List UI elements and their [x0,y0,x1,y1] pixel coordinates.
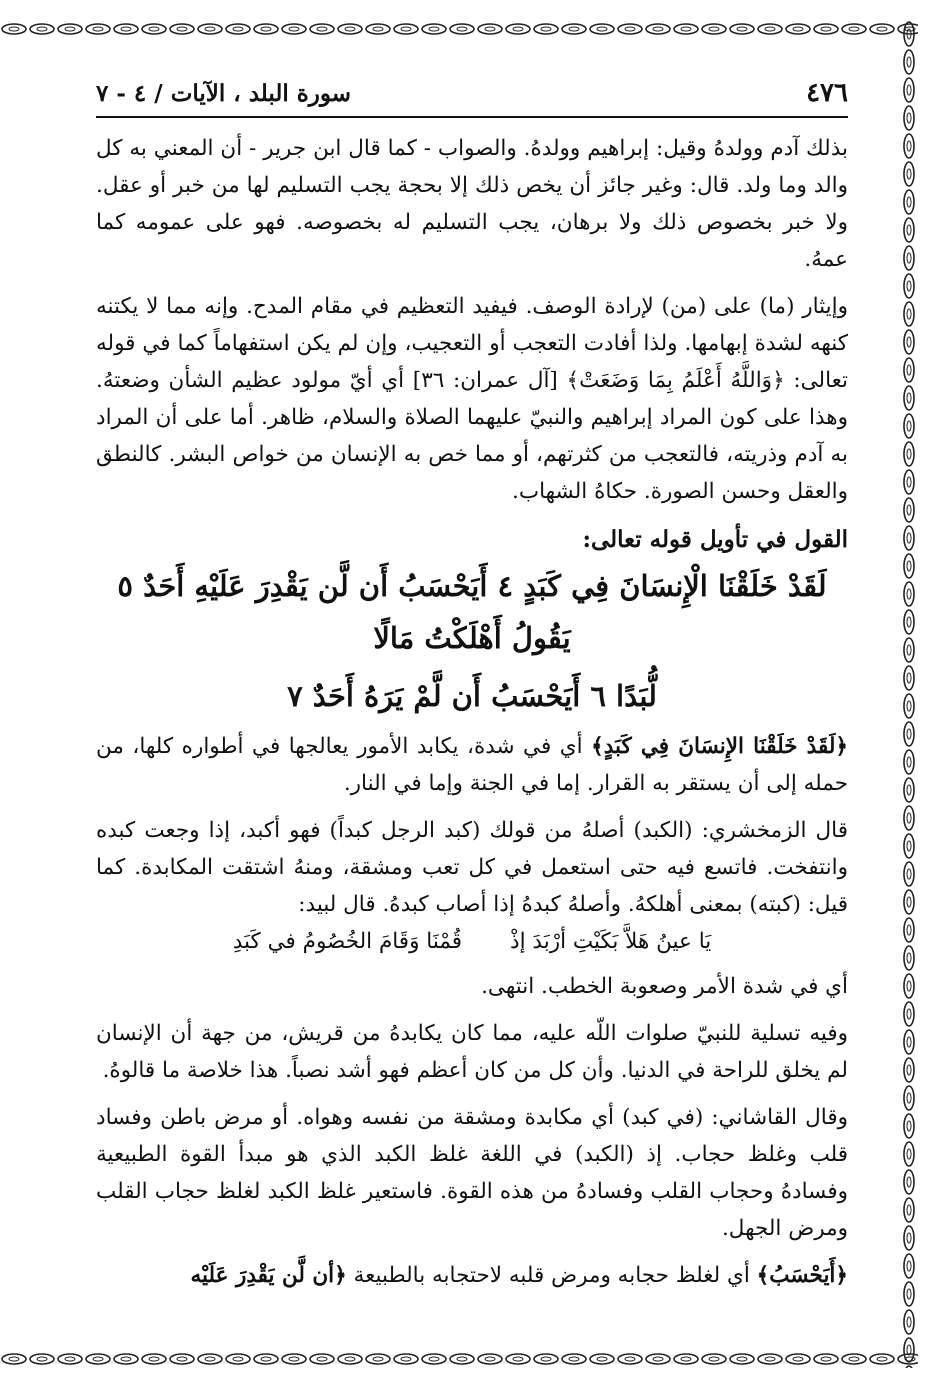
poem-first-half: يَا عينُ هَلاَّ بَكَيْتِ أرْبَدَ إذْ [510,929,712,954]
paragraph-1: بذلك آدم وولدهُ وقيل: إبراهيم وولدهُ. والصواب - كما قال ابن جرير - أن المعني به كل والد وما ولد. قال: وغير جائز أن يخص ذلك إلا بحجة يجب التسليم لها من خبر أو عقل. ولا خبر بخصوص ذلك ولا برهان، يجب التسليم له بخصوصه. فهو على عمومه كما عمهُ. [96,136,848,272]
paragraph-2: وإيثار (ما) على (من) لإرادة الوصف. فيفيد التعظيم في مقام المدح. وإنه مما لا يكتنه كنهه لشدة إبهامها. ولذا أفادت التعجب أو التعجيب، وإن لم يكن استفهاماً كما في قوله تعالى: ﴿وَاللَّهُ أَعْلَمُ بِمَا وَضَعَتْ﴾ [آل عمران: ٣٦] أي أيّ مولود عظيم الشأن وضعتهُ. وهذا على كون المراد إبراهيم والنبيّ عليهما الصلاة والسلام، ظاهر. أما على أن المراد به آدم وذريته، فالتعجب من كثرتهم، أو مما خص به الإنسان من خواص البشر. كالنطق والعقل وحسن الصورة. حكاهُ الشهاب. [96,294,848,504]
running-title: سورة البلد ، الآيات / ٤ - ٧ [96,80,352,107]
page-number: ٤٧٦ [806,78,848,108]
paragraph-8 [96,1257,848,1294]
section-title: القول في تأويل قوله تعالى: [582,526,848,553]
verse-quote-2: ﴿أن لَّن يَقْدِرَ عَلَيْه [190,1263,347,1288]
chain-border-top [0,20,918,38]
page-content [96,70,848,1304]
paragraph-3 [96,728,848,802]
paragraph-5: أي في شدة الأمر وصعوبة الخطب. انتهى. [481,974,848,999]
verse-quote: ﴿لَقَدْ خَلَقْنَا الإِنسَانَ فِي كَبَدٍ﴾ [591,734,848,759]
paragraph-8-text: أي لغلظ حجابه ومرض قلبه لاحتجابه بالطبيعة [346,1263,757,1288]
paragraph-4: قال الزمخشري: (الكبد) أصلهُ من قولك (كبد الرجل كبداً) فهو أكبد، إذا وجعت كبده وانتفخت. فاتسع فيه حتى استعمل في كل تعب ومشقة، ومنهُ اشتقت المكابدة. كما قيل: (كبته) بمعنى أهلكهُ. وأصلهُ كبدهُ إذا أصاب كبدهُ. قال لبيد: [96,818,848,917]
chain-border-right [900,20,918,1368]
poem-second-half: قُمْنَا وَقَامَ الخُصُومُ في كَبَدِ [232,929,463,954]
paragraph-3-text: أي في شدة، يكابد الأمور يعالجها في أطواره كلها، من حمله إلى أن يستقر به القرار. إما في الجنة وإما في النار. [96,734,848,796]
chain-border-bottom [0,1350,918,1368]
quran-verse-line-2: لُّبَدًا ٦ أَيَحْسَبُ أَن لَّمْ يَرَهُ أَحَدٌ ٧ [287,679,657,713]
paragraph-7: وقال القاشاني: (في كبد) أي مكابدة ومشقة من نفسه وهواه. أو مرض باطن وفساد قلب وغلظ حجاب. إذ (الكبد) في اللغة غلظ الكبد الذي هو مبدأ القوة الطبيعية وفسادهُ وحجاب القلب وفسادهُ من هذه القوة. فاستعير غلظ الكبد لغلظ حجاب القلب ومرض الجهل. [96,1105,848,1241]
poem-verse [96,923,848,960]
page-header [96,70,848,118]
verse-quote-1: ﴿أَيَحْسَبُ﴾ [756,1263,848,1288]
paragraph-6: وفيه تسلية للنبيّ صلوات اللّه عليه، مما كان يكابدهُ من قريش، من جهة أن الإنسان لم يخلق للراحة في الدنيا. وأن كل من كان أعظم فهو أشد نصباً. هذا خلاصة ما قالوهُ. [96,1021,848,1083]
quran-verse-line-1: لَقَدْ خَلَقْنَا الْإِنسَانَ فِي كَبَدٍ ٤ أَيَحْسَبُ أَن لَّن يَقْدِرَ عَلَيْهِ أَحَدٌ ٥ يَقُولُ أَهْلَكْتُ مَالًا [117,569,827,655]
